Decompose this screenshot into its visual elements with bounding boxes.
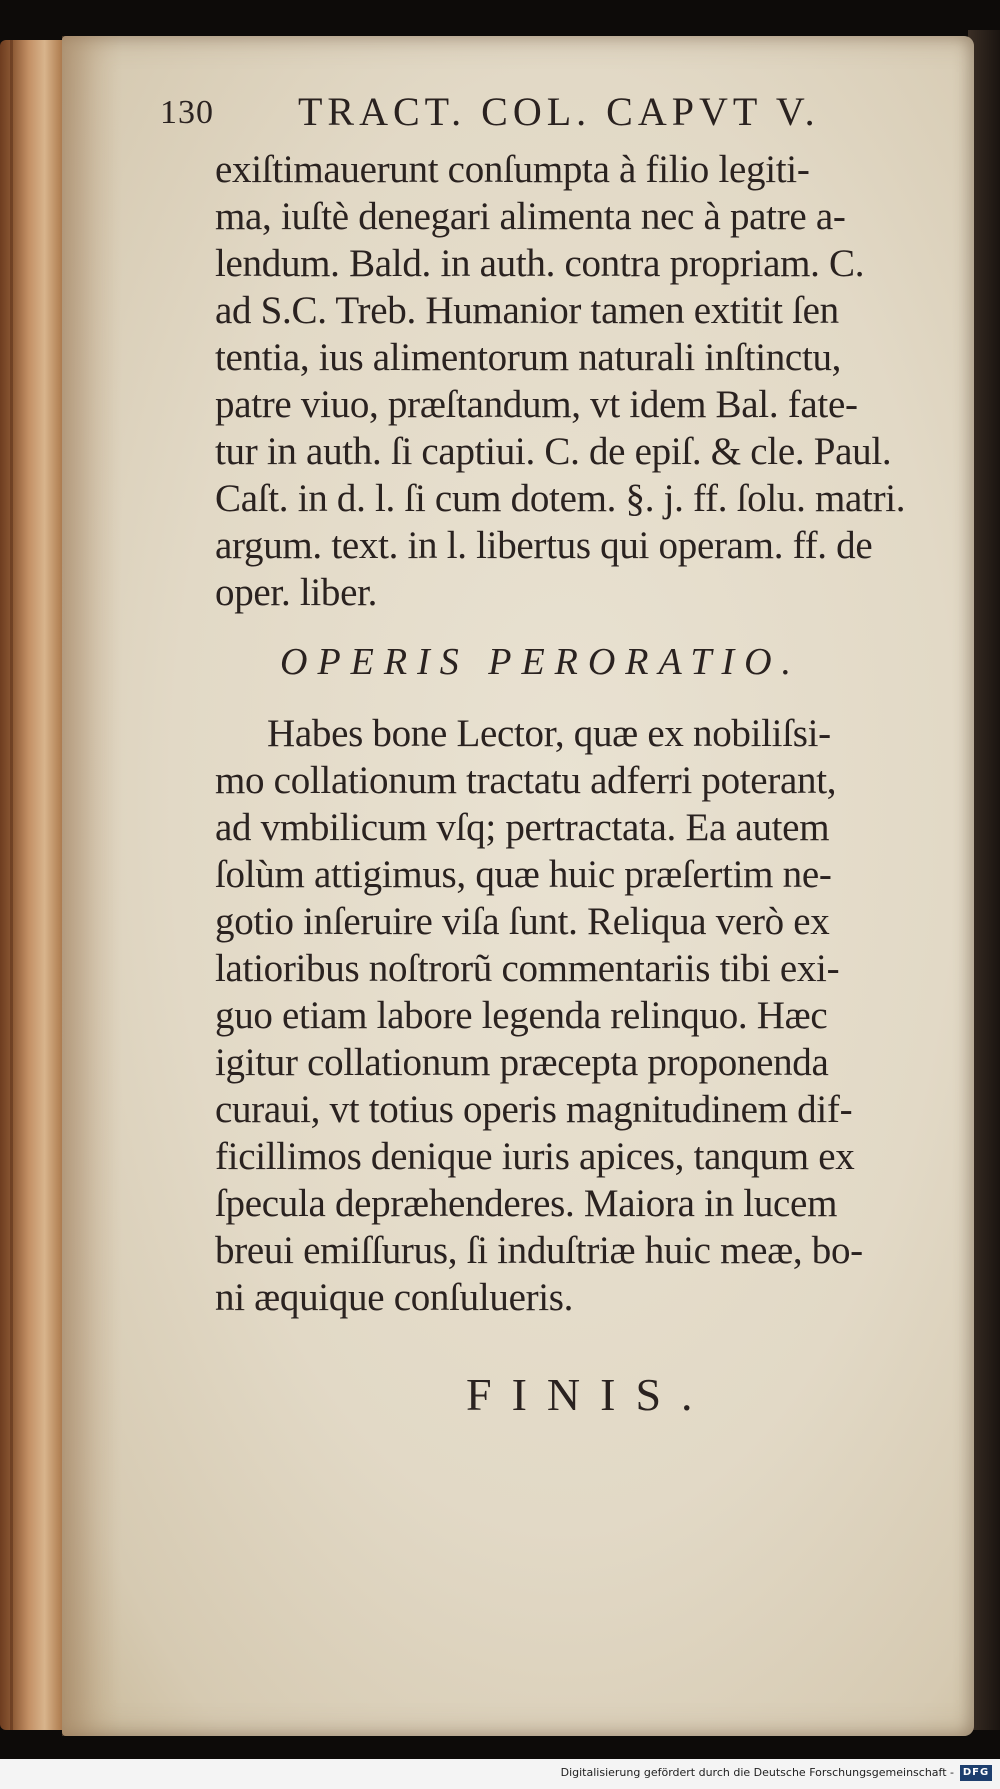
text-line: latioribus noſtrorũ commentariis tibi exi- bbox=[215, 947, 840, 990]
text-line: ad vmbilicum vſq; pertractata. Ea autem bbox=[215, 806, 830, 849]
text-line: oper. liber. bbox=[215, 571, 378, 614]
text-line: tur in auth. ſi captiui. C. de epiſ. & cle. Paul. bbox=[215, 430, 892, 473]
body-text-peroratio bbox=[215, 710, 960, 1321]
text-line: igitur collationum præcepta proponenda bbox=[215, 1041, 829, 1084]
digitization-footer bbox=[0, 1759, 1000, 1789]
running-title: TRACT. COL. CAPVT V. bbox=[298, 89, 820, 134]
text-line: lendum. Bald. in auth. contra propriam. C. bbox=[215, 242, 865, 285]
text-line: guo etiam labore legenda relinquo. Hæc bbox=[215, 994, 828, 1037]
text-line: gotio inſeruire viſa ſunt. Reliqua verò ex bbox=[215, 900, 830, 943]
text-line: exiſtimauerunt conſumpta à filio legiti- bbox=[215, 148, 810, 191]
text-line: ſpecula depræhenderes. Maiora in lucem bbox=[215, 1182, 838, 1225]
text-line: ni æquique conſulueris. bbox=[215, 1276, 574, 1319]
text-line: ſolùm attigimus, quæ huic præſertim ne- bbox=[215, 853, 832, 896]
text-line: mo collationum tractatu adferri poterant, bbox=[215, 759, 837, 802]
dfg-logo: DFG bbox=[960, 1765, 992, 1781]
text-line: Caſt. in d. l. ſi cum dotem. §. j. ff. ſolu. matri. bbox=[215, 477, 906, 520]
text-line: patre viuo, præſtandum, vt idem Bal. fate- bbox=[215, 383, 858, 426]
text-line: tentia, ius alimentorum naturali inſtinctu, bbox=[215, 336, 842, 379]
footer-credit: Digitalisierung gefördert durch die Deutsche Forschungsgemeinschaft - bbox=[560, 1766, 954, 1779]
body-text-top bbox=[215, 146, 960, 616]
text-line: Habes bone Lector, quæ ex nobiliſsi- bbox=[267, 712, 831, 755]
text-line: ma, iuſtè denegari alimenta nec à patre a- bbox=[215, 195, 846, 238]
text-line: ad S.C. Treb. Humanior tamen extitit ſen bbox=[215, 289, 839, 332]
text-line: breui emiſſurus, ſi induſtriæ huic meæ, bo- bbox=[215, 1229, 863, 1272]
text-line: curaui, vt totius operis magnitudinem dif- bbox=[215, 1088, 853, 1131]
text-line: ficillimos denique iuris apices, tanqum ex bbox=[215, 1135, 855, 1178]
page-number: 130 bbox=[160, 94, 214, 131]
text-line: argum. text. in l. libertus qui operam. ff. de bbox=[215, 524, 873, 567]
running-head bbox=[160, 88, 920, 134]
section-heading: OPERIS PERORATIO. bbox=[280, 641, 802, 683]
finis-heading: FINIS. bbox=[466, 1369, 713, 1420]
